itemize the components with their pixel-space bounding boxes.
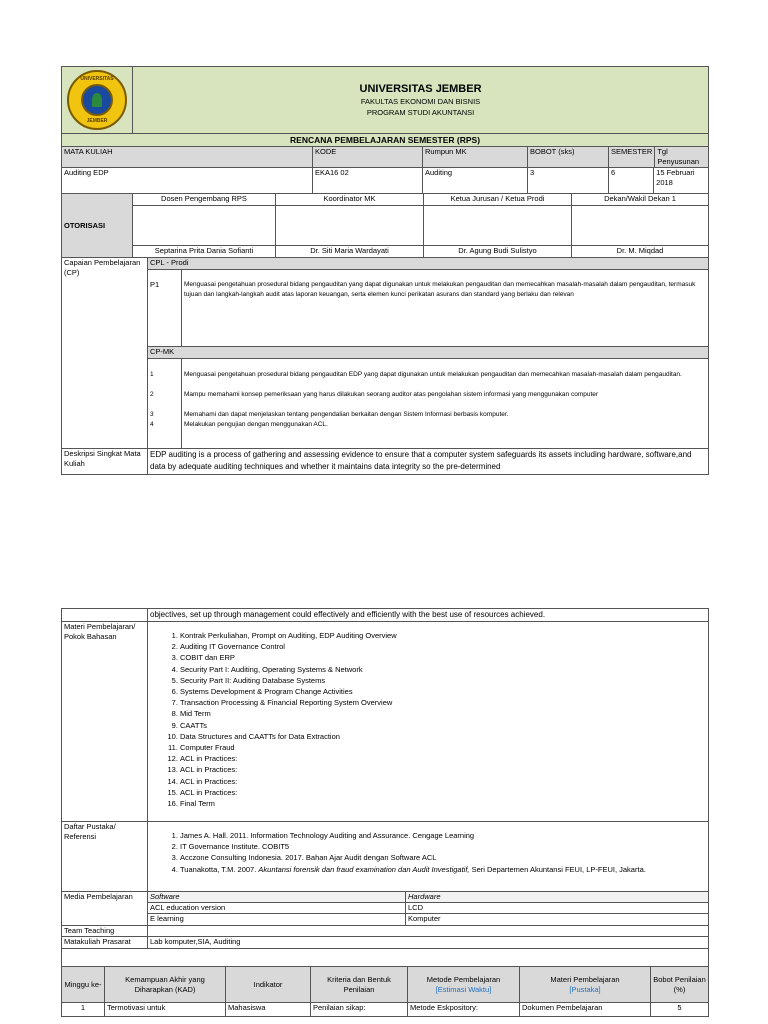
- materi-item: 3. COBIT dan ERP: [180, 652, 706, 663]
- course-kode: EKA16 02: [313, 168, 423, 194]
- row-kad: Termotivasi untuk: [105, 1003, 226, 1017]
- cp-label: Capaian Pembelajaran (CP): [62, 258, 148, 449]
- signer-2: Dr. Siti Maria Wardayati: [276, 246, 424, 258]
- rps-title: RENCANA PEMBELAJARAN SEMESTER (RPS): [62, 134, 709, 147]
- materi-item: 16. Final Term: [180, 798, 706, 809]
- software-item: ACL education version: [148, 903, 406, 914]
- pustaka-item: 1. James A. Hall. 2011. Information Technology Auditing and Assurance. Cengage Learning: [180, 830, 706, 841]
- row-kriteria: Penilaian sikap:: [311, 1003, 408, 1017]
- program-name: PROGRAM STUDI AKUNTANSI: [366, 108, 475, 117]
- prasarat-value: Lab komputer,SIA, Auditing: [148, 937, 709, 949]
- software-item: E learning: [148, 914, 406, 926]
- th-materi: Materi Pembelajaran [Pustaka]: [520, 967, 651, 1003]
- cpmk-item: Melakukan pengujian dengan menggunakan ACL.: [184, 421, 328, 428]
- th-metode: Metode Pembelajaran [Estimasi Waktu]: [408, 967, 520, 1003]
- th-indikator: Indikator: [226, 967, 311, 1003]
- header-title-cell: [133, 67, 709, 134]
- otorisasi-table: [61, 193, 709, 258]
- row-minggu: 1: [62, 1003, 105, 1017]
- row-materi: Dokumen Pembelajaran: [520, 1003, 651, 1017]
- materi-item: 7. Transaction Processing & Financial Reporting System Overview: [180, 697, 706, 708]
- cpmk-texts: [182, 359, 709, 449]
- pustaka-list: [150, 830, 706, 875]
- software-header: Software: [148, 892, 406, 903]
- rps-header-table: [61, 66, 709, 194]
- materi-item: 2. Auditing IT Governance Control: [180, 641, 706, 652]
- team-teaching-label: Team Teaching: [62, 926, 148, 937]
- course-tgl: 15 Februari 2018: [656, 168, 695, 187]
- col-rumpun: Rumpun MK: [423, 147, 528, 168]
- university-logo: UNIVERSITAS JEMBER: [67, 70, 127, 130]
- materi-item: 4. Security Part I: Auditing, Operating Systems & Network: [180, 664, 706, 675]
- materi-item: 1. Kontrak Perkuliahan, Prompt on Auditing, EDP Auditing Overview: [180, 630, 706, 641]
- signer-3: Dr. Agung Budi Sulistyo: [424, 246, 572, 258]
- deskripsi-table: [61, 448, 709, 475]
- signature-box-4: [572, 206, 709, 246]
- role-3: Ketua Jurusan / Ketua Prodi: [424, 194, 572, 206]
- pustaka-item: 4. Tuanakotta, T.M. 2007. Akuntansi forensik dan fraud examination dan Audit Investigatif, Seri Departemen Akuntansi FEUI, LP-FEUI, Jakarta.: [180, 864, 706, 875]
- materi-item: 15. ACL in Practices:: [180, 787, 706, 798]
- deskripsi-text: EDP auditing is a process of gathering and assessing evidence to ensure that a computer system safeguards its assets including hardware, software,and data by adequate auditing techniques and whether it maintains data integrity so the pre-determined: [148, 449, 709, 475]
- pustaka-item: 2. IT Governance Institute. COBIT5: [180, 841, 706, 852]
- cpmk-item: Memahami dan dapat menjelaskan tentang pengendalian berkaitan dengan Sistem Informasi berbasis komputer.: [184, 411, 509, 418]
- materi-item: 10. Data Structures and CAATTs for Data Extraction: [180, 731, 706, 742]
- schedule-table: [61, 966, 709, 1017]
- materi-item: 13. ACL in Practices:: [180, 764, 706, 775]
- signature-box-2: [276, 206, 424, 246]
- materi-item: 6. Systems Development & Program Change Activities: [180, 686, 706, 697]
- logo-cell: [62, 67, 133, 134]
- materi-item: 8. Mid Term: [180, 708, 706, 719]
- th-kriteria: Kriteria dan Bentuk Penilaian: [311, 967, 408, 1003]
- hardware-item: Komputer: [406, 914, 709, 926]
- cpl-title: CPL - Prodi: [148, 258, 709, 270]
- materi-item: 5. Security Part II: Auditing Database Systems: [180, 675, 706, 686]
- cpmk-item: Menguasai pengetahuan prosedural bidang pengauditan EDP yang dapat digunakan untuk melakukan pengauditan dan memecahkan masalah-masalah dalam pengauditan.: [184, 371, 682, 378]
- continued-table: [61, 608, 709, 967]
- col-semester: SEMESTER: [609, 147, 655, 167]
- signature-box-3: [424, 206, 572, 246]
- role-4: Dekan/Wakil Dekan 1: [572, 194, 709, 206]
- rps-page-1: [61, 66, 708, 475]
- university-name: UNIVERSITAS JEMBER: [359, 83, 482, 95]
- th-bobot: Bobot Penilaian (%): [651, 967, 709, 1003]
- pustaka-label: Daftar Pustaka/ Referensi: [62, 822, 148, 892]
- hardware-item: LCD: [406, 903, 709, 914]
- th-kad: Kemampuan Akhir yang Diharapkan (KAD): [105, 967, 226, 1003]
- materi-item: 11. Computer Fraud: [180, 742, 706, 753]
- cpmk-title: CP-MK: [148, 347, 709, 359]
- col-mata-kuliah: MATA KULIAH: [62, 147, 313, 168]
- course-semester: 6: [609, 168, 654, 193]
- materi-item: 14. ACL in Practices:: [180, 776, 706, 787]
- course-rumpun: Auditing: [423, 168, 528, 194]
- otorisasi-label: OTORISASI: [62, 194, 133, 258]
- deskripsi-label: Deskripsi Singkat Mata Kuliah: [62, 449, 148, 475]
- signer-1: Septarina Prita Dania Sofianti: [133, 246, 276, 258]
- col-tgl: Tgl Penyusunan: [657, 147, 700, 166]
- materi-item: 12. ACL in Practices:: [180, 753, 706, 764]
- th-minggu: Minggu ke-: [62, 967, 105, 1003]
- cp-table: [61, 257, 709, 449]
- course-bobot: 3: [528, 168, 609, 194]
- faculty-name: FAKULTAS EKONOMI DAN BISNIS: [360, 97, 481, 106]
- signer-4: Dr. M. Miqdad: [572, 246, 709, 258]
- col-bobot: BOBOT (sks): [528, 147, 609, 168]
- cpl-text: Menguasai pengetahuan prosedural bidang pengauditan yang dapat digunakan untuk melakukan pengauditan dan memecahkan masalah-masalah dalam pengauditan, termasuk tujuan dan langkah-langkah audit atas laporan keuangan, serta elemen kunci perikatan asurans dan standard yang berlaku dan relevan: [182, 270, 709, 347]
- prasarat-label: Matakuliah Prasarat: [62, 937, 148, 949]
- role-1: Dosen Pengembang RPS: [133, 194, 276, 206]
- hardware-header: Hardware: [406, 892, 709, 903]
- materi-item: 9. CAATTs: [180, 720, 706, 731]
- row-bobot: 5: [651, 1003, 709, 1017]
- deskripsi-continued: objectives, set up through management could effectively and efficiently with the best use of resources achieved.: [148, 609, 709, 622]
- cpmk-item: Mampu memahami konsep pemeriksaan yang harus dilakukan seorang auditor atas pengolahan sistem informasi yang menggunakan computer: [184, 391, 599, 398]
- course-name: Auditing EDP: [62, 168, 313, 194]
- row-metode: Metode Eskpository:: [408, 1003, 520, 1017]
- leaf-icon: [92, 93, 102, 107]
- row-indikator: Mahasiswa: [226, 1003, 311, 1017]
- media-label: Media Pembelajaran: [62, 892, 148, 926]
- pustaka-item: 3. Acczone Consulting Indonesia. 2017. Bahan Ajar Audit dengan Software ACL: [180, 852, 706, 863]
- materi-label: Materi Pembelajaran/ Pokok Bahasan: [62, 622, 148, 822]
- rps-page-2: [61, 608, 708, 1017]
- role-2: Koordinator MK: [276, 194, 424, 206]
- col-kode: KODE: [313, 147, 423, 168]
- signature-box-1: [133, 206, 276, 246]
- cpl-code: P1: [148, 270, 182, 347]
- cpmk-numbers: 1 2 3 4: [148, 359, 182, 449]
- materi-list: [150, 630, 706, 809]
